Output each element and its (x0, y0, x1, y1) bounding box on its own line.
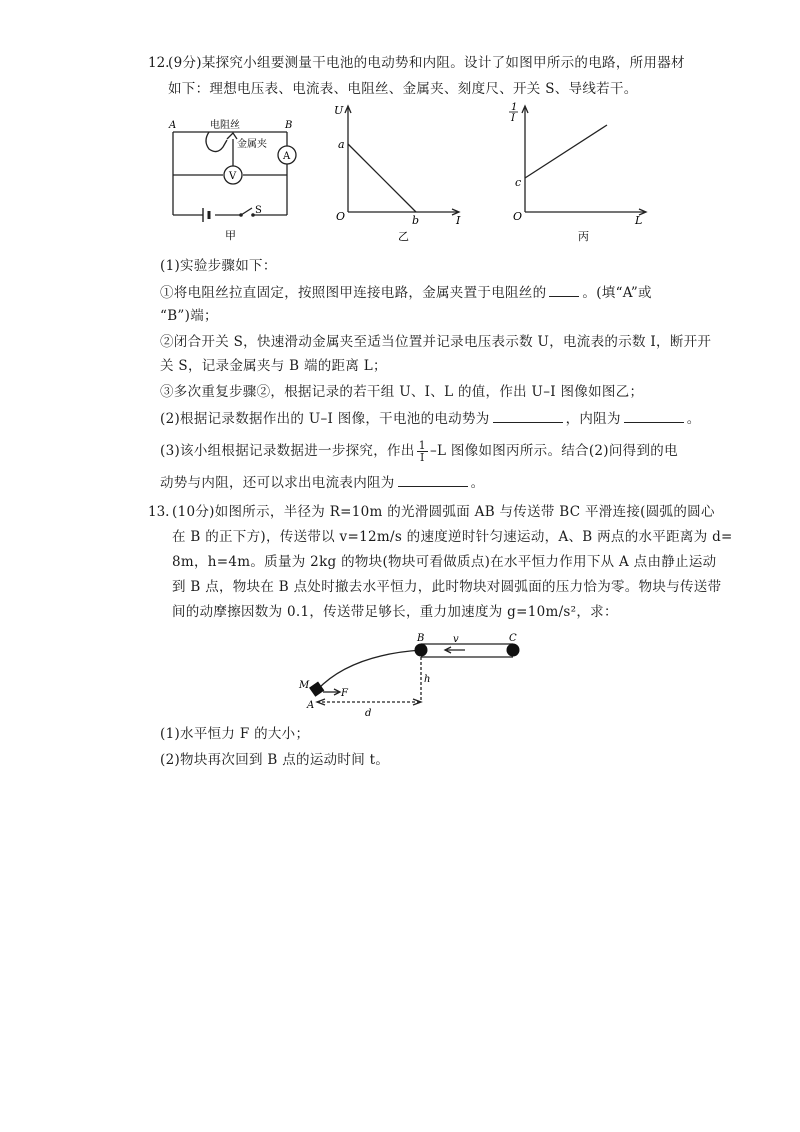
q12-part3: (3)该小组根据记录数据进一步探究，作出 $\frac{1}{I}$ –L 图像如图丙所示。结合(2)问得到的电 (160, 439, 678, 464)
q13-line2: 在 B 的正下方)，传送带以 v=12m/s 的速度逆时针匀速运动，A、B 两点的水平距离为 d= (172, 529, 733, 545)
q12-part3-cont: 动势与内阻，还可以求出电流表内阻为 。 (160, 472, 484, 493)
answer-blank-resistance[interactable] (624, 408, 684, 423)
svg-text:c: c (515, 176, 522, 189)
q12-part2: (2)根据记录数据作出的 U–I 图像，干电池的电动势为 ，内阻为 。 (160, 408, 701, 429)
svg-text:金属夹: 金属夹 (237, 139, 267, 150)
circuit-diagram (165, 115, 305, 245)
q12-step2-cont: 关 S，记录金属夹与 B 端的距离 L； (160, 358, 387, 374)
answer-blank[interactable] (549, 282, 579, 297)
q12-line1: (9分)某探究小组要测量干电池的电动势和内阻。设计了如图甲所示的电路，所用器材 (168, 55, 685, 71)
svg-text:A: A (283, 151, 291, 162)
q12-step3: ③多次重复步骤②，根据记录的若干组 U、I、L 的值，作出 U–I 图像如图乙； (160, 384, 644, 400)
metal-clip-icon (227, 133, 237, 139)
q12-step1: ①将电阻丝拉直固定，按照图甲连接电路，金属夹置于电阻丝的 。(填“A”或 (160, 282, 652, 303)
q12-step1-cont: “B”)端； (160, 308, 218, 324)
svg-text:S: S (255, 205, 262, 216)
q13-sub2: (2)物块再次回到 B 点的运动时间 t。 (160, 752, 390, 768)
svg-text:v: v (453, 634, 459, 645)
q13-line1: (10分)如图所示，半径为 R=10m 的光滑圆弧面 AB 与传送带 BC 平滑连接(圆弧的圆心 (172, 504, 715, 520)
inverse-i-l-line (525, 125, 607, 178)
conveyor-figure (295, 630, 545, 720)
svg-text:C: C (509, 633, 517, 644)
svg-text:U: U (334, 104, 344, 117)
q12-line2: 如下：理想电压表、电流表、电阻丝、金属夹、刻度尺、开关 S、导线若干。 (168, 81, 638, 97)
svg-text:d: d (365, 708, 372, 719)
graph-bing (505, 100, 665, 245)
q12-part1-title: (1)实验步骤如下： (160, 258, 277, 274)
svg-text:甲: 甲 (225, 229, 236, 242)
svg-text:M: M (299, 680, 310, 691)
svg-text:F: F (341, 688, 348, 699)
answer-blank-emf[interactable] (493, 408, 563, 423)
svg-text:h: h (424, 674, 431, 685)
svg-text:O: O (513, 210, 523, 223)
u-i-line (348, 144, 416, 212)
svg-text:b: b (412, 214, 420, 227)
svg-text:丙: 丙 (578, 230, 589, 243)
svg-text:电阻丝: 电阻丝 (210, 120, 240, 131)
switch-blade (241, 208, 252, 215)
graph-yi (330, 100, 480, 245)
svg-text:A: A (307, 700, 315, 711)
svg-text:乙: 乙 (398, 230, 409, 243)
svg-text:O: O (336, 210, 346, 223)
svg-text:B: B (285, 120, 293, 131)
q13-number: 13. (148, 504, 170, 520)
clip-wire (206, 132, 227, 152)
svg-text:I: I (511, 113, 515, 124)
q13-line4: 到 B 点，物块在 B 点处时撤去水平恒力，此时物块对圆弧面的压力恰为零。物块与传送带 (172, 579, 722, 595)
pulley-c-icon (507, 644, 520, 657)
svg-text:I: I (456, 214, 461, 227)
block-icon (309, 681, 324, 696)
q13-line5: 间的动摩擦因数为 0.1，传送带足够长，重力加速度为 g=10m/s²，求： (172, 604, 618, 620)
svg-text:a: a (338, 138, 345, 151)
svg-text:B: B (417, 633, 425, 644)
arc-surface (317, 650, 421, 690)
svg-text:A: A (169, 120, 177, 131)
pulley-b-icon (415, 644, 428, 657)
svg-text:L: L (635, 214, 643, 227)
q12-step2: ②闭合开关 S，快速滑动金属夹至适当位置并记录电压表示数 U，电流表的示数 I，断开开 (160, 334, 712, 350)
svg-text:1: 1 (511, 102, 518, 113)
q13-line3: 8m，h=4m。质量为 2kg 的物块(物块可看做质点)在水平恒力作用下从 A 点由静止运动 (172, 554, 717, 570)
svg-text:V: V (229, 171, 237, 182)
q13-sub1: (1)水平恒力 F 的大小； (160, 726, 310, 742)
fraction-1-over-i: $\frac{1}{I}$ (418, 439, 426, 464)
answer-blank-ammeter-resistance[interactable] (398, 472, 468, 487)
q12-number: 12. (148, 55, 170, 71)
